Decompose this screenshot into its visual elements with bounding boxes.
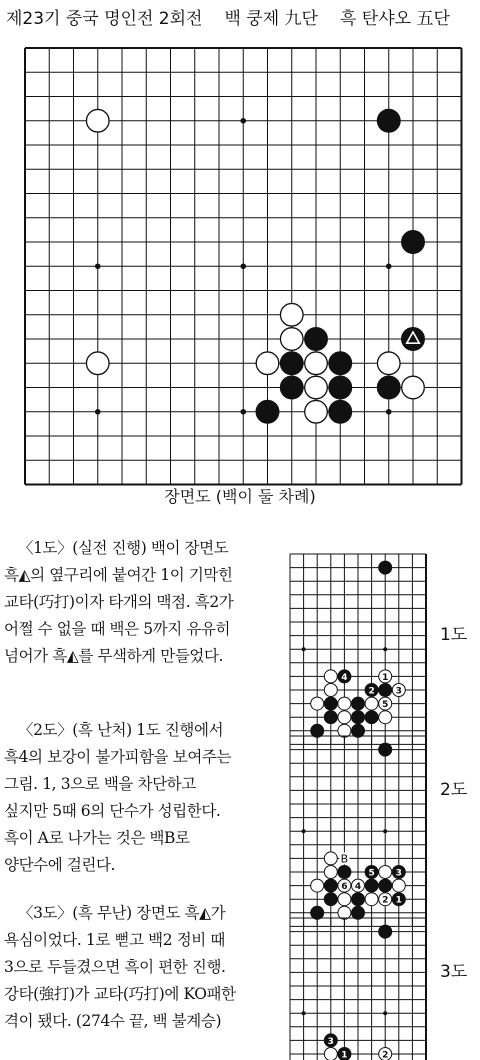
white-stone — [311, 697, 324, 710]
black-stone — [379, 561, 392, 574]
diagram-3-comment: 〈3도〉(흑 무난) 장면도 흑◭가 욕심이었다. 1로 뻗고 백2 정비 때 3으로 두들겼으면 흑이 편한 진행. 강타(強打)가 교타(巧打)에 KO패한 격이 됐다. (274수 끝, 백 불계승) — [4, 904, 236, 1030]
black-stone — [280, 352, 303, 375]
diagram-1-comment: 〈1도〉(실전 진행) 백이 장면도 흑◭의 옆구리에 붙여간 1이 기막힌 교타(巧打)이자 타개의 맥점. 흑2가 어쩔 수 없을 때 백은 5까지 유유히 넘어가 흑◭를 무색하게 만들었다. — [4, 539, 234, 665]
white-stone — [86, 109, 109, 132]
white-player: 백 쿵제 九단 — [224, 9, 318, 29]
white-stone — [338, 893, 351, 906]
black-stone — [377, 376, 400, 399]
black-stone — [280, 376, 303, 399]
move-number: 1 — [382, 672, 389, 683]
white-stone — [256, 352, 279, 375]
star-point — [302, 829, 306, 833]
star-point — [302, 1011, 306, 1015]
white-stone — [324, 1048, 337, 1060]
main-board — [0, 0, 480, 480]
black-stone — [329, 352, 352, 375]
white-stone — [280, 303, 303, 326]
black-stone — [377, 109, 400, 132]
black-stone — [402, 231, 425, 254]
move-number: 1 — [341, 1050, 348, 1060]
grid-lines — [290, 918, 426, 1060]
white-stone — [324, 866, 337, 879]
move-number: 5 — [368, 868, 375, 879]
black-stone — [324, 711, 337, 724]
move-number: 3 — [327, 1036, 334, 1047]
star-point — [383, 1011, 387, 1015]
star-point — [386, 409, 392, 415]
white-stone — [365, 697, 378, 710]
white-stone — [324, 684, 337, 697]
star-point — [240, 118, 246, 124]
black-stone — [324, 879, 337, 892]
star-point — [240, 409, 246, 415]
diagram-2-label: 2도 — [440, 780, 468, 800]
black-stone — [329, 376, 352, 399]
white-stone — [365, 893, 378, 906]
diagram-2-board — [284, 730, 434, 906]
star-point — [386, 263, 392, 269]
star-point — [95, 409, 101, 415]
black-player: 흑 탄샤오 五단 — [339, 9, 450, 29]
black-stone — [379, 684, 392, 697]
star-point — [95, 263, 101, 269]
white-stone — [305, 400, 328, 423]
move-number: 1 — [395, 895, 402, 906]
white-stone — [86, 352, 109, 375]
diagram-3-board — [284, 912, 434, 1060]
move-number: 4 — [341, 672, 348, 683]
black-stone — [365, 711, 378, 724]
white-stone — [305, 352, 328, 375]
white-stone — [338, 711, 351, 724]
move-number: 2 — [368, 686, 375, 697]
black-stone — [379, 925, 392, 938]
star-point — [302, 647, 306, 651]
move-number: 5 — [382, 700, 389, 710]
black-stone — [338, 866, 351, 879]
white-stone — [377, 352, 400, 375]
black-stone — [379, 743, 392, 756]
black-stone — [329, 400, 352, 423]
white-stone — [324, 852, 337, 865]
black-stone — [324, 697, 337, 710]
move-number: 2 — [382, 1050, 389, 1060]
white-stone — [324, 670, 337, 683]
diagram-3-label: 3도 — [440, 962, 468, 982]
white-stone — [402, 376, 425, 399]
white-stone — [280, 328, 303, 351]
black-stone — [256, 400, 279, 423]
black-stone — [324, 893, 337, 906]
move-number: 2 — [382, 895, 389, 906]
black-stone — [352, 711, 365, 724]
move-number: 6 — [341, 882, 348, 892]
point-letter: B — [340, 852, 349, 866]
white-stone — [311, 879, 324, 892]
white-stone — [379, 711, 392, 724]
star-point — [383, 829, 387, 833]
game-title: 제23기 중국 명인전 2회전 — [6, 9, 203, 29]
black-stone — [305, 328, 328, 351]
black-stone — [352, 697, 365, 710]
move-number: 4 — [354, 882, 362, 892]
white-stone — [305, 376, 328, 399]
black-stone — [352, 893, 365, 906]
star-point — [240, 263, 246, 269]
white-stone — [338, 697, 351, 710]
white-stone — [392, 879, 405, 892]
star-point — [383, 647, 387, 651]
black-stone — [365, 879, 378, 892]
white-stone — [379, 866, 392, 879]
board-caption: 장면도 (백이 둘 차례) — [164, 487, 316, 506]
diagram-1-label: 1도 — [440, 625, 468, 645]
black-stone — [379, 879, 392, 892]
move-number: 3 — [395, 868, 402, 879]
diagram-1-board — [284, 548, 434, 710]
diagram-2-comment: 〈2도〉(흑 난처) 1도 진행에서 흑4의 보강이 불가피함을 보여주는 그림. 1, 3으로 백을 차단하고 싶지만 5때 6의 단수가 성립한다. 흑이 A로 나가는 것은 백B로 양단수에 걸린다. — [4, 721, 232, 874]
move-number: 3 — [395, 686, 402, 697]
